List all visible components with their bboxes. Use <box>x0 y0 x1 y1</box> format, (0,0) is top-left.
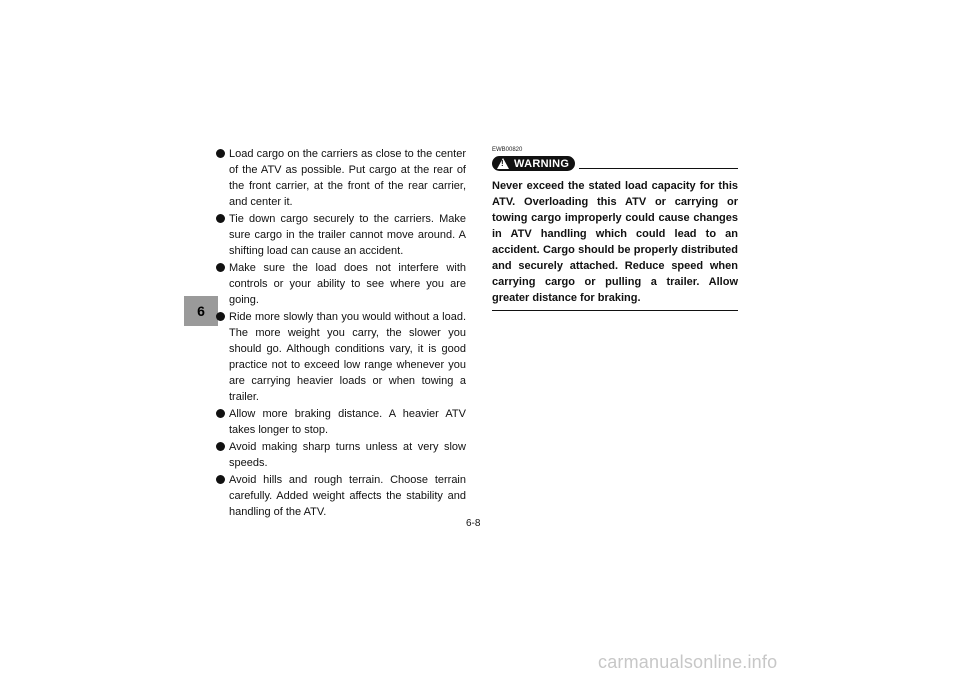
list-item: Load cargo on the carriers as close to the center of the ATV as possible. Put cargo at the rear of the front carrier, at the front of the rear carrier, and center it. <box>216 146 466 210</box>
chapter-tab: 6 <box>184 296 218 326</box>
list-item: Ride more slowly than you would without a load. The more weight you carry, the slower you should go. Although conditions vary, it is good practice not to exceed low range whenever you are carrying heavier loads or when towing a trailer. <box>216 309 466 405</box>
bullet-icon <box>216 214 225 223</box>
warning-triangle-icon <box>497 158 509 169</box>
warning-header <box>492 155 738 171</box>
bullet-icon <box>216 409 225 418</box>
warning-code: EWB00820 <box>492 147 523 153</box>
list-item: Avoid hills and rough terrain. Choose terrain carefully. Added weight affects the stability and handling of the ATV. <box>216 472 466 520</box>
warning-label: WARNING <box>514 157 570 170</box>
bullet-icon <box>216 312 225 321</box>
list-item: Allow more braking distance. A heavier ATV takes longer to stop. <box>216 406 466 438</box>
bullet-icon <box>216 149 225 158</box>
watermark: carmanualsonline.info <box>598 652 778 672</box>
warning-badge <box>492 156 575 171</box>
list-item: Tie down cargo securely to the carriers. Make sure cargo in the trailer cannot move around. A shifting load can cause an accident. <box>216 211 466 259</box>
warning-box <box>492 146 738 311</box>
bullet-icon <box>216 475 225 484</box>
cargo-guidelines-list <box>216 146 466 521</box>
warning-text: Never exceed the stated load capacity for this ATV. Overloading this ATV or carrying or towing cargo improperly could cause changes in ATV handling which could lead to an accident. Cargo should be properly distributed and securely attached. Reduce speed when carrying cargo or pulling a trailer. Allow greater distance for braking. <box>492 178 738 311</box>
bullet-icon <box>216 263 225 272</box>
list-item: Avoid making sharp turns unless at very slow speeds. <box>216 439 466 471</box>
bullet-icon <box>216 442 225 451</box>
page-number: 6-8 <box>466 518 481 529</box>
list-item: Make sure the load does not interfere with controls or your ability to see where you are going. <box>216 260 466 308</box>
warning-divider <box>579 168 738 169</box>
